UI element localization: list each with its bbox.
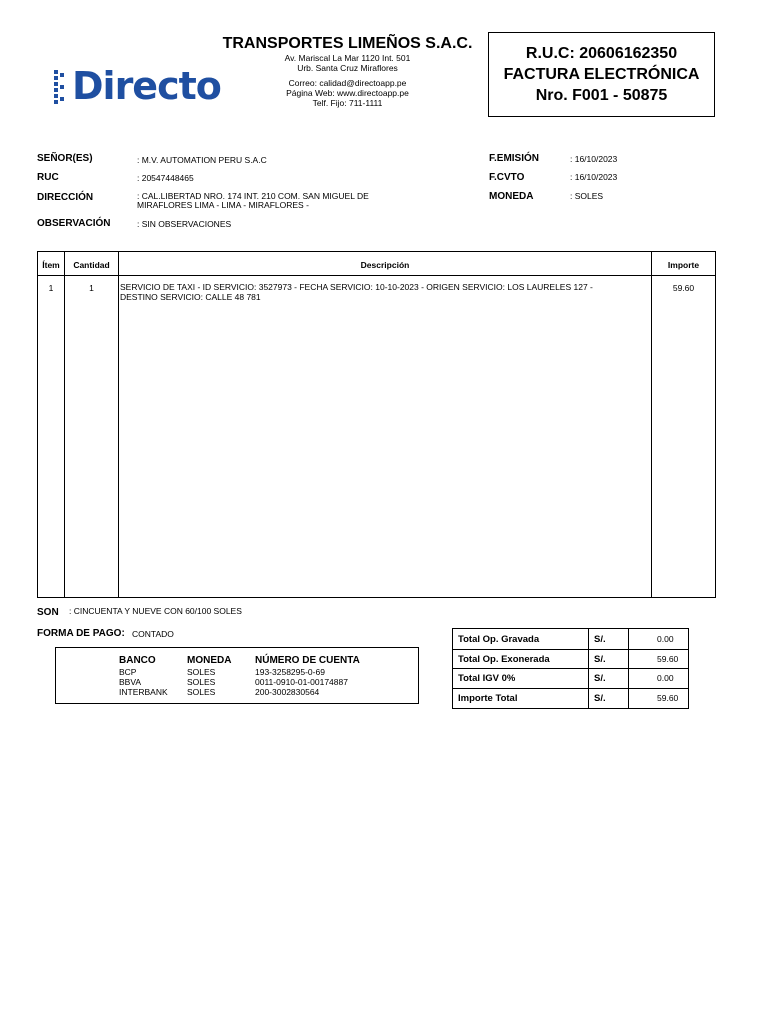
ruc-number: R.U.C: 20606162350 xyxy=(525,45,678,62)
bank-currency: SOLES xyxy=(187,667,216,677)
total-currency: S/. xyxy=(594,634,606,645)
bank-currency: SOLES xyxy=(187,677,216,687)
ruc-label: RUC xyxy=(37,172,59,183)
total-value: 0.00 xyxy=(657,634,674,644)
bank-account-number: 193-3258295-0-69 xyxy=(255,667,325,677)
totals-row xyxy=(453,629,688,650)
bank-accounts-box xyxy=(55,647,419,704)
bank-header-banco: BANCO xyxy=(119,655,156,666)
direccion-value xyxy=(137,192,369,210)
document-type: FACTURA ELECTRÓNICA xyxy=(503,66,700,83)
ruc-value: : 20547448465 xyxy=(137,173,194,183)
company-name: TRANSPORTES LIMEÑOS S.A.C. xyxy=(222,35,473,52)
row-importe: 59.60 xyxy=(672,283,695,293)
bank-currency: SOLES xyxy=(187,687,216,697)
forma-pago-label: FORMA DE PAGO: xyxy=(37,628,125,639)
totals-row xyxy=(453,649,688,670)
cvto-value: : 16/10/2023 xyxy=(570,172,618,182)
company-logo xyxy=(42,44,221,132)
totals-row xyxy=(453,688,688,708)
total-value: 59.60 xyxy=(657,653,679,664)
son-value: : CINCUENTA Y NUEVE CON 60/100 SOLES xyxy=(69,606,242,616)
row-item: 1 xyxy=(48,283,54,293)
ruc-box xyxy=(488,32,715,117)
row-descripcion xyxy=(120,283,648,302)
company-address-2: Urb. Santa Cruz Miraflores xyxy=(297,63,398,73)
total-value: 0.00 xyxy=(657,673,674,683)
moneda-value: : SOLES xyxy=(570,191,604,201)
company-info xyxy=(215,35,480,108)
bank-name: BBVA xyxy=(119,677,142,687)
senores-value: : M.V. AUTOMATION PERU S.A.C xyxy=(137,155,267,165)
company-phone: Telf. Fijo: 711-1111 xyxy=(312,98,383,108)
table-header-divider xyxy=(38,275,715,276)
items-table xyxy=(37,251,716,598)
bank-header-moneda: MONEDA xyxy=(187,655,232,666)
header-cantidad: Cantidad xyxy=(73,260,110,270)
invoice-number: Nro. F001 - 50875 xyxy=(535,87,668,104)
cvto-label: F.CVTO xyxy=(489,172,525,183)
senores-label: SEÑOR(ES) xyxy=(37,153,93,164)
bank-name: INTERBANK xyxy=(119,687,168,697)
column-divider xyxy=(64,252,65,597)
total-label: Importe Total xyxy=(458,692,518,704)
bank-account-number: 200-3002830564 xyxy=(255,687,320,697)
emision-label: F.EMISIÓN xyxy=(489,153,540,164)
row-descripcion-line-2: DESTINO SERVICIO: CALLE 48 781 xyxy=(120,291,261,302)
header-importe: Importe xyxy=(667,260,700,270)
logo-text: Directo xyxy=(72,64,221,108)
bank-account-number: 0011-0910-01-00174887 xyxy=(255,677,348,687)
column-divider xyxy=(118,252,119,597)
direccion-value-line-1: : CAL.LIBERTAD NRO. 174 INT. 210 COM. SAN MIGUEL DE xyxy=(137,191,369,201)
observacion-label: OBSERVACIÓN xyxy=(37,218,111,229)
emision-value: : 16/10/2023 xyxy=(570,154,618,164)
row-descripcion-line-1: SERVICIO DE TAXI - ID SERVICIO: 3527973 - FECHA SERVICIO: 10-10-2023 - ORIGEN SERVICIO: LOS LAURELES 127 - xyxy=(120,282,593,292)
total-label: Total IGV 0% xyxy=(458,673,516,684)
bank-name: BCP xyxy=(119,667,137,677)
totals-row xyxy=(453,668,688,689)
total-currency: S/. xyxy=(594,692,606,704)
observacion-value: : SIN OBSERVACIONES xyxy=(137,219,232,229)
total-label: Total Op. Gravada xyxy=(458,634,540,645)
bank-account-numbers xyxy=(255,667,348,697)
company-web: Página Web: www.directoapp.pe xyxy=(286,88,409,98)
bank-names xyxy=(119,667,168,697)
total-currency: S/. xyxy=(594,673,606,684)
column-divider xyxy=(651,252,652,597)
logo-dots-icon xyxy=(54,70,70,108)
header-item: Ítem xyxy=(42,260,60,270)
totals-table xyxy=(452,628,689,709)
total-label: Total Op. Exonerada xyxy=(458,653,550,665)
header-descripcion: Descripción xyxy=(360,260,410,270)
son-label: SON xyxy=(37,607,59,618)
forma-pago-value: CONTADO xyxy=(132,629,174,639)
direccion-label: DIRECCIÓN xyxy=(37,192,94,203)
bank-currencies xyxy=(187,667,215,697)
direccion-value-line-2: MIRAFLORES LIMA - LIMA - MIRAFLORES - xyxy=(137,200,309,210)
company-address-1: Av. Mariscal La Mar 1120 Int. 501 xyxy=(284,53,411,63)
company-email: Correo: calidad@directoapp.pe xyxy=(288,78,407,88)
total-value: 59.60 xyxy=(657,692,679,703)
moneda-label: MONEDA xyxy=(489,191,534,202)
total-currency: S/. xyxy=(594,653,606,665)
bank-header-cuenta: NÚMERO DE CUENTA xyxy=(255,655,360,666)
row-cantidad: 1 xyxy=(89,283,94,293)
